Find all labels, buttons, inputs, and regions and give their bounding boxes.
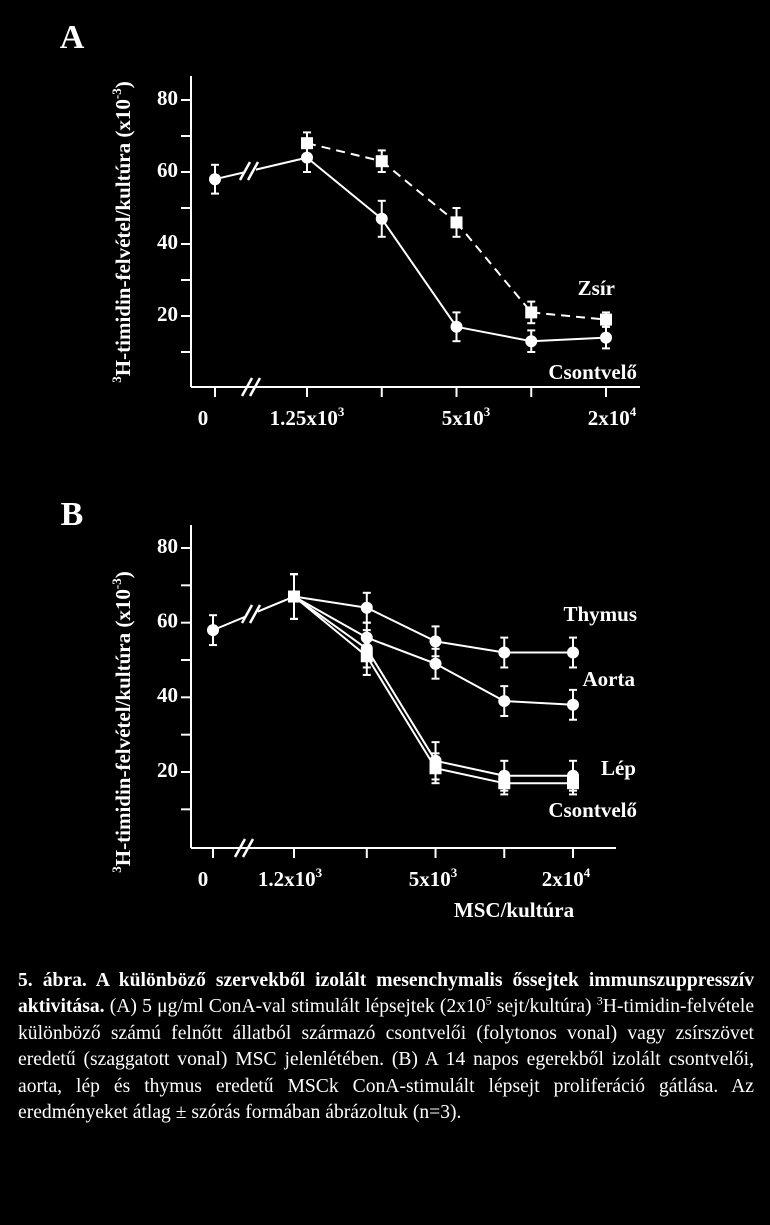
- y-tick-label: 80: [157, 533, 178, 558]
- series-label-csontvelo: Csontvelő: [548, 797, 637, 822]
- series-label-lep: Lép: [600, 755, 636, 780]
- y-axis-label-main: H-timidin-felvétel/kultúra (x10: [111, 589, 135, 867]
- y-axis-label-sup: 3: [109, 376, 124, 383]
- y-tick-label: 60: [157, 157, 178, 182]
- data-point-circle: [301, 152, 313, 164]
- x-tick-label-exponent: 4: [583, 865, 591, 880]
- data-point-square: [451, 216, 463, 228]
- y-axis-label-main: H-timidin-felvétel/kultúra (x10: [111, 99, 135, 377]
- data-point-circle: [376, 213, 388, 225]
- series-line-segment: [457, 327, 532, 341]
- series-line-segment: [436, 761, 505, 776]
- series-line-segment: [367, 649, 436, 761]
- data-point-circle: [567, 647, 579, 659]
- caption-text-3: H-timidin-felvétele különböző számú felnőtt állatból származó csontvelői (folytonos vonal) vagy zsírszövet eredetű (szaggatott vonal) MSC jelenlétében. (B) A 14 napos egerekből izolált csontvelői, aorta, lép és thymus eredetű MSCk ConA-stimulált lépsejt proliferáció gátlása. Az eredményeket átlag ± szórás formában ábrázoltuk (n=3).: [18, 996, 755, 1124]
- y-axis-label-close: ): [111, 571, 135, 579]
- series-line-segment: [457, 222, 532, 312]
- y-axis-label-sup: 3: [109, 866, 124, 873]
- caption-bold-prefix: 5. ábra. A különböző szervekből izolált mesenchymalis őssejtek immunszuppresszív aktivitása.: [18, 970, 754, 1018]
- y-axis-label-exp: -3: [109, 88, 124, 100]
- series-thymus: [207, 574, 579, 667]
- y-axis-label-close: ): [111, 81, 135, 89]
- series-line-segment: [382, 219, 457, 327]
- chart-panel-a: [60, 19, 640, 430]
- data-point-square: [525, 306, 537, 318]
- series-line-segment: [367, 656, 436, 768]
- data-point-square: [361, 650, 373, 662]
- series-label-csontvelo: Csontvelő: [548, 359, 637, 384]
- series-line-segment: [531, 312, 606, 319]
- x-tick-label-exponent: 3: [450, 865, 458, 880]
- x-axis-label: MSC/kultúra: [453, 898, 575, 922]
- data-point-square: [376, 155, 388, 167]
- x-tick-label: $2x10^4$: [587, 404, 637, 430]
- series-line-segment: [215, 158, 307, 180]
- panel-label: A: [59, 18, 85, 56]
- x-tick-label: 0: [197, 867, 209, 891]
- x-tick-label-exponent: 4: [629, 404, 637, 419]
- y-tick-label: 80: [157, 85, 178, 110]
- data-point-square: [567, 777, 579, 789]
- x-tick-label: $2x10^4$: [541, 865, 591, 891]
- x-tick-label-exponent: 3: [483, 404, 491, 419]
- figure-caption: [18, 968, 754, 1126]
- data-point-circle: [498, 695, 510, 707]
- series-line-segment: [531, 338, 606, 342]
- series-line-segment: [436, 664, 505, 701]
- data-point-circle: [430, 658, 442, 670]
- series-line-segment: [367, 608, 436, 642]
- caption-sup-1: 5: [485, 993, 492, 1008]
- series-line-segment: [382, 161, 457, 222]
- series-line-segment: [504, 701, 573, 705]
- caption-text-2: sejt/kultúra): [491, 996, 597, 1018]
- data-point-circle: [209, 173, 221, 185]
- x-tick-label: $1.25x10^3$: [269, 404, 345, 430]
- data-point-circle: [361, 602, 373, 614]
- series-label-aorta: Aorta: [582, 666, 635, 691]
- series-csontvelo: [209, 143, 612, 352]
- chart-panel-b: [61, 496, 637, 922]
- series-line-segment: [436, 641, 505, 652]
- series-label-zsir: Zsír: [577, 275, 615, 300]
- x-tick-label-exponent: 3: [315, 865, 323, 880]
- y-tick-label: 40: [157, 683, 178, 708]
- y-tick-label: 40: [157, 229, 178, 254]
- x-tick-label: $5x10^3$: [441, 404, 491, 430]
- series-label-thymus: Thymus: [563, 601, 637, 626]
- x-tick-label: $5x10^3$: [408, 865, 458, 891]
- x-tick-label-exponent: 3: [337, 404, 345, 419]
- y-tick-label: 60: [157, 608, 178, 633]
- y-axis-label: [109, 571, 135, 872]
- data-point-square: [288, 591, 300, 603]
- y-axis-label-exp: -3: [109, 578, 124, 590]
- data-point-circle: [567, 699, 579, 711]
- data-point-circle: [525, 335, 537, 347]
- series-zsir: [301, 132, 612, 326]
- data-point-circle: [430, 635, 442, 647]
- data-point-square: [600, 314, 612, 326]
- x-tick-label: 0: [197, 406, 209, 430]
- data-point-circle: [451, 321, 463, 333]
- series-line-segment: [367, 638, 436, 664]
- series-lep: [288, 574, 579, 791]
- x-tick-label: $1.2x10^3$: [257, 865, 323, 891]
- caption-sup-2: 3: [596, 993, 603, 1008]
- data-point-circle: [600, 332, 612, 344]
- data-point-circle: [498, 647, 510, 659]
- series-line-segment: [307, 143, 382, 161]
- series-line-segment: [436, 768, 505, 783]
- panel-label: B: [60, 495, 84, 533]
- series-line-segment: [307, 158, 382, 219]
- y-tick-label: 20: [157, 757, 178, 782]
- caption-text-1: (A) 5 μg/ml ConA-val stimulált lépsejtek (2x10: [104, 996, 486, 1018]
- data-point-square: [430, 762, 442, 774]
- y-tick-label: 20: [157, 301, 178, 326]
- y-axis-label: [109, 81, 135, 382]
- data-point-circle: [207, 624, 219, 636]
- data-point-square: [498, 777, 510, 789]
